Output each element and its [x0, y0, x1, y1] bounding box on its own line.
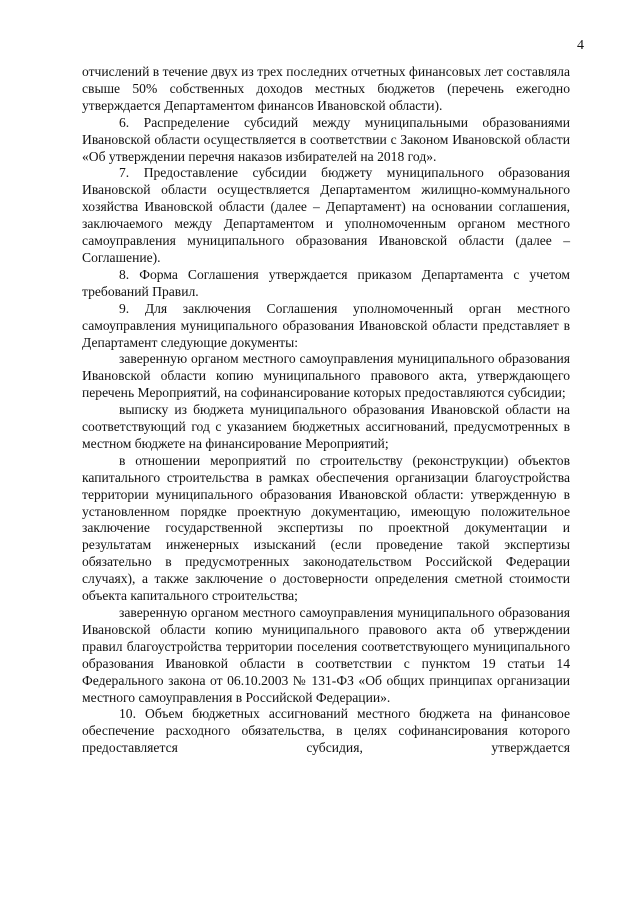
paragraph-document-construction: в отношении мероприятий по строительству (реконструкции) объектов капитального строительства в рамках обеспечения организации благоустройства территории муниципального образования Ивановской области: утвержденную в установленном порядке проектную документацию, имеющую положительное заключение государственной экспертизы по проектной документации и результатам инженерных изысканий (если проведение такой экспертизы обязательно в предусмотренных законодательством Российской Федерации случаях), а также заключение о достоверности определения сметной стоимости объекта капитального строительства; [82, 452, 570, 604]
paragraph-item-6: 6. Распределение субсидий между муниципальными образованиями Ивановской области осуществляется в соответствии с Законом Ивановской области «Об утверждении перечня наказов избирателей на 2018 год». [82, 114, 570, 164]
paragraph-item-9: 9. Для заключения Соглашения уполномоченный орган местного самоуправления муниципального образования Ивановской области представляет в Департамент следующие документы: [82, 300, 570, 350]
page-number: 4 [577, 38, 584, 53]
paragraph-document-budget-extract: выписку из бюджета муниципального образования Ивановской области на соответствующий год с указанием бюджетных ассигнований, предусмотренных в местном бюджете на финансирование Мероприятий; [82, 402, 570, 451]
paragraph-document-copy-act: заверенную органом местного самоуправления муниципального образования Ивановской области копию муниципального правового акта, утверждающего перечень Мероприятий, на софинансирование которых предоставляются субсидии; [82, 351, 570, 401]
paragraph-document-improvement-rules: заверенную органом местного самоуправления муниципального образования Ивановской области копию муниципального правового акта об утверждении правил благоустройства территории поселения соответствующего муниципального образования Ивановкой области в соответствии с пунктом 19 статьи 14 Федерального закона от 06.10.2003 № 131-ФЗ «Об общих принципах организации местного самоуправления в Российской Федерации». [82, 605, 570, 705]
paragraph-continuation: отчислений в течение двух из трех последних отчетных финансовых лет составляла свыше 50% собственных доходов местных бюджетов (перечень ежегодно утверждается Департаментом финансов Ивановской области). [82, 64, 570, 113]
document-body [82, 64, 570, 757]
paragraph-item-10: 10. Объем бюджетных ассигнований местного бюджета на финансовое обеспечение расходного обязательства, в целях софинансирования которого предоставляется субсидия, утверждается [82, 706, 570, 756]
paragraph-item-8: 8. Форма Соглашения утверждается приказом Департамента с учетом требований Правил. [82, 266, 570, 299]
paragraph-item-7: 7. Предоставление субсидии бюджету муниципального образования Ивановской области осуществляется Департаментом жилищно-коммунального хозяйства Ивановской области (далее – Департамент) на основании соглашения, заключаемого между Департаментом и уполномоченным органом местного самоуправления муниципального образования Ивановской области (далее – Соглашение). [82, 165, 570, 265]
